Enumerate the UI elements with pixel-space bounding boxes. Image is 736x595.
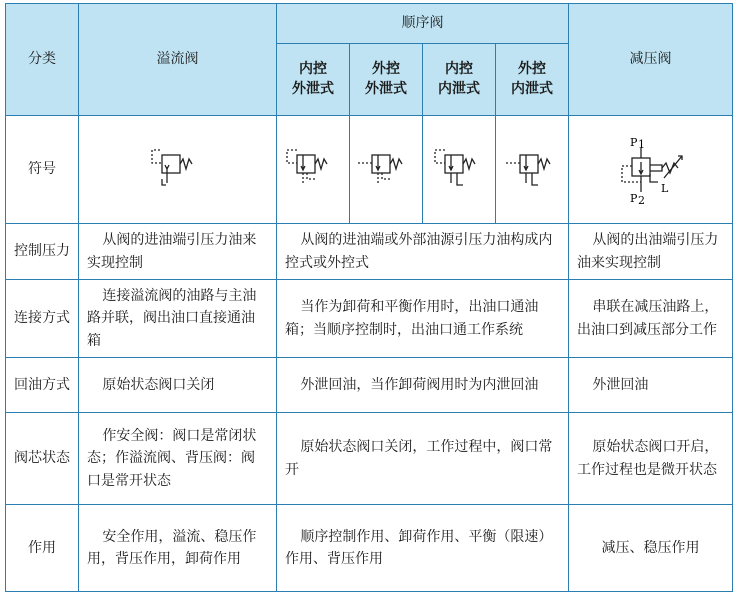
reducing-connection: 串联在减压油路上，出油口到减压部分工作: [569, 280, 733, 358]
relief-function: 安全作用，溢流、稳压作用，背压作用，卸荷作用: [79, 505, 277, 592]
sequence-valve-symbol-1: [277, 116, 350, 224]
relief-connection: 连接溢流阀的油路与主油路并联，阀出油口直接通油箱: [79, 280, 277, 358]
header-sub-1: 内控 外泄式: [277, 44, 350, 116]
sequence-valve-symbol-2: [350, 116, 423, 224]
row-label-function: 作用: [6, 505, 79, 592]
reducing-valve-symbol: [569, 116, 733, 224]
sequence-valve-int-ext-icon: [283, 145, 343, 195]
header-sub-4: 外控 内泄式: [496, 44, 569, 116]
sequence-valve-symbol-3: [423, 116, 496, 224]
sequence-function: 顺序控制作用、卸荷作用、平衡（限速）作用、背压作用: [277, 505, 569, 592]
valve-comparison-table: [5, 3, 733, 592]
reducing-label-l: L: [660, 181, 668, 195]
reducing-control-pressure: 从阀的出油端引压力油来实现控制: [569, 224, 733, 280]
sequence-spool-state: 原始状态阀口关闭，工作过程中，阀口常开: [277, 413, 569, 505]
reducing-function: 减压、稳压作用: [569, 505, 733, 592]
row-label-spool-state: 阀芯状态: [6, 413, 79, 505]
header-reducing-valve: 减压阀: [569, 4, 733, 116]
sequence-connection: 当作为卸荷和平衡作用时，出油口通油箱；当顺序控制时，出油口通工作系统: [277, 280, 569, 358]
header-category: 分类: [6, 4, 79, 116]
sequence-valve-symbol-4: [496, 116, 569, 224]
reducing-return: 外泄回油: [569, 358, 733, 413]
row-label-connection: 连接方式: [6, 280, 79, 358]
reducing-spool-state: 原始状态阀口开启，工作过程也是微开状态: [569, 413, 733, 505]
row-label-return: 回油方式: [6, 358, 79, 413]
sequence-valve-int-int-icon: [429, 145, 489, 195]
header-sequence-valve: 顺序阀: [277, 4, 569, 44]
row-label-symbol: 符号: [6, 116, 79, 224]
relief-return: 原始状态阀口关闭: [79, 358, 277, 413]
relief-spool-state: 作安全阀：阀口是常闭状态；作溢流阀、背压阀：阀口是常开状态: [79, 413, 277, 505]
header-sub-3: 内控 内泄式: [423, 44, 496, 116]
sequence-valve-ext-int-icon: [502, 145, 562, 195]
reducing-valve-icon: [606, 132, 696, 208]
row-label-control-pressure: 控制压力: [6, 224, 79, 280]
sequence-control-pressure: 从阀的进油端或外部油源引压力油构成内控式或外控式: [277, 224, 569, 280]
header-relief-valve: 溢流阀: [79, 4, 277, 116]
relief-control-pressure: 从阀的进油端引压力油来实现控制: [79, 224, 277, 280]
reducing-label-p1-sub: 1: [637, 137, 645, 151]
sequence-return: 外泄回油，当作卸荷阀用时为内泄回油: [277, 358, 569, 413]
reducing-label-p2: P: [629, 191, 637, 205]
relief-valve-symbol: [79, 116, 277, 224]
relief-valve-icon: [148, 145, 208, 195]
reducing-label-p2-sub: 2: [637, 193, 645, 207]
reducing-label-p1: P: [629, 135, 637, 149]
sequence-valve-ext-ext-icon: [356, 145, 416, 195]
header-sub-2: 外控 外泄式: [350, 44, 423, 116]
